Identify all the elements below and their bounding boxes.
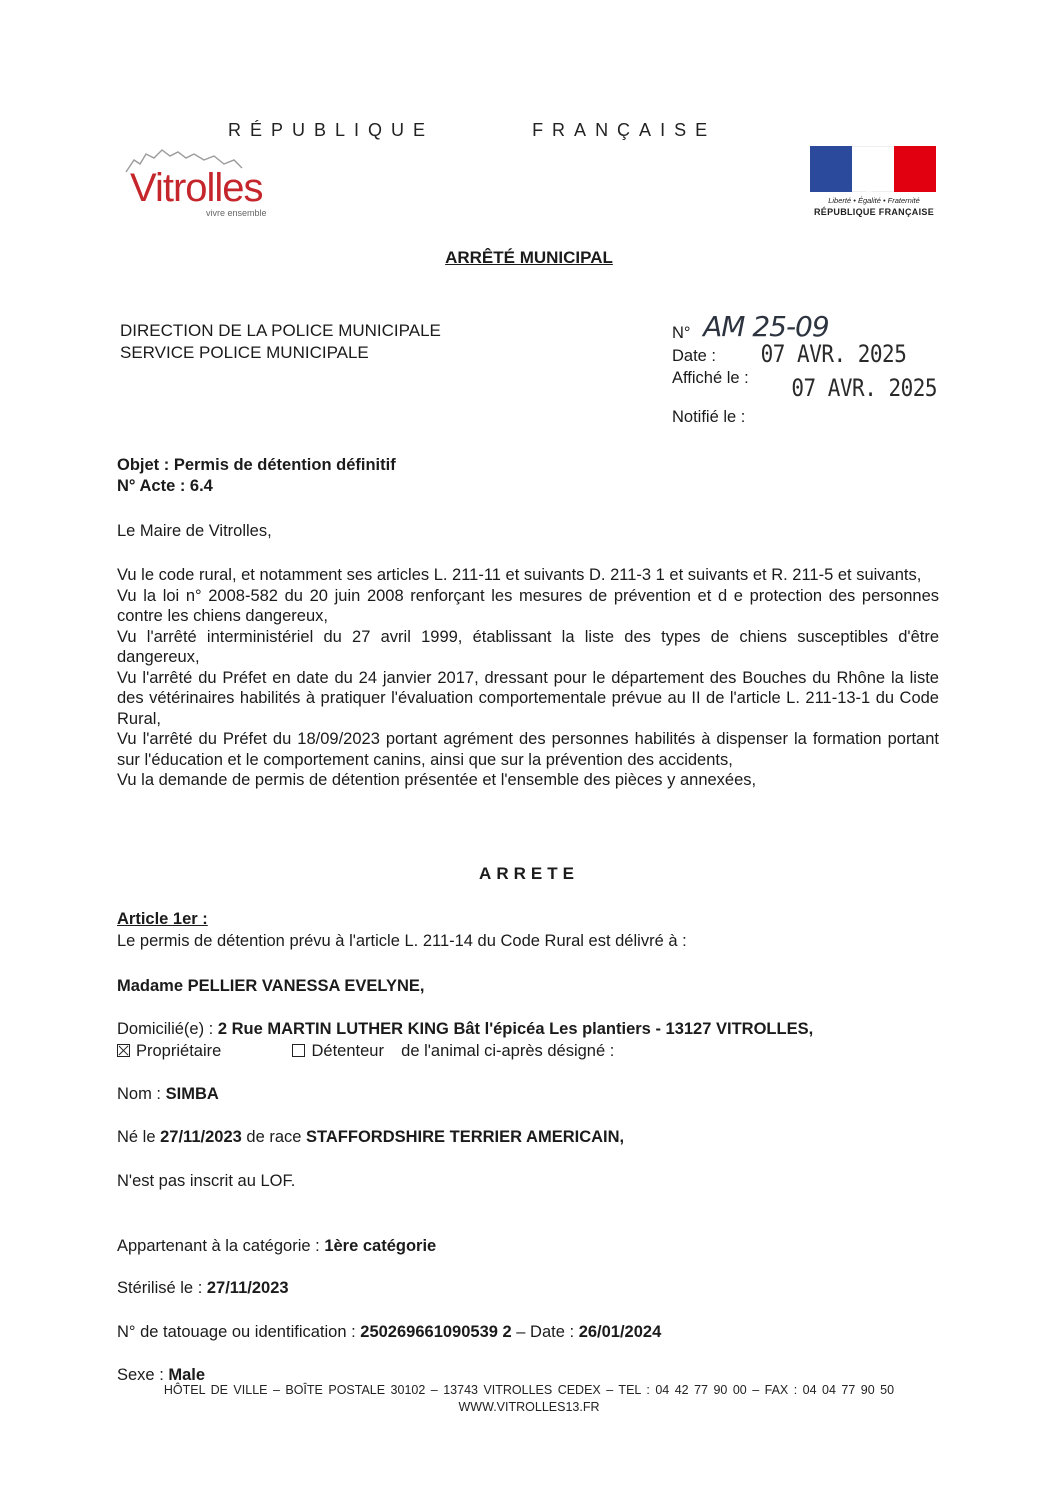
marianne-logo: [808, 146, 938, 224]
categorie-value: 1ère catégorie: [324, 1237, 437, 1255]
domicile-line: [117, 1019, 939, 1040]
maire-line: Le Maire de Vitrolles,: [117, 522, 272, 540]
tatouage-value: 250269661090539 2: [360, 1323, 512, 1341]
numero-label: N°: [672, 324, 691, 342]
numero-value: AM 25-09: [703, 310, 829, 343]
sterilise-value: 27/11/2023: [206, 1279, 289, 1297]
arrete-heading: ARRETE: [479, 864, 579, 883]
article-1-title-text: Article 1er :: [117, 910, 208, 928]
affiche-stamp: 07 AVR. 2025: [791, 374, 938, 402]
republique-left: RÉPUBLIQUE: [228, 120, 435, 140]
footer-website: WWW.VITROLLES13.FR: [458, 1400, 600, 1414]
tatouage-line: [117, 1322, 939, 1343]
republique-francaise-label: RÉPUBLIQUE FRANÇAISE: [813, 207, 934, 217]
objet-block: [117, 455, 396, 497]
marianne-profile-icon: [844, 146, 904, 192]
visa-item: Vu la demande de permis de détention présentée et l'ensemble des pièces y annexées,: [117, 771, 757, 789]
nom-line: [117, 1084, 939, 1105]
vitrolles-tagline: vivre ensemble: [206, 208, 267, 218]
race-label: de race: [246, 1128, 302, 1146]
visa-item: Vu le code rural, et notamment ses articles L. 211-11 et suivants D. 211-3 1 et suivants et R. 211-5 et suivants,: [117, 566, 922, 584]
proprietaire-checkbox: [117, 1044, 130, 1057]
nom-label: Nom :: [117, 1085, 162, 1103]
ne-label: Né le: [117, 1128, 156, 1146]
lof-line: N'est pas inscrit au LOF.: [117, 1172, 296, 1190]
naissance-line: [117, 1127, 939, 1148]
sexe-label: Sexe :: [117, 1366, 164, 1384]
visa-item: Vu la loi n° 2008-582 du 20 juin 2008 renforçant les mesures de prévention et d e protection des personnes contre les chiens dangereux,: [117, 586, 939, 625]
document-title: ARRÊTÉ MUNICIPAL: [445, 248, 613, 267]
page-footer: [0, 1382, 1058, 1416]
date-label: Date :: [672, 347, 717, 365]
objet-line: Objet : Permis de détention définitif: [117, 456, 396, 474]
vitrolles-logo-text: Vitrolles: [130, 166, 263, 210]
republique-right: FRANÇAISE: [532, 120, 717, 140]
sexe-value: Male: [168, 1366, 206, 1384]
checkbox-suffix: de l'animal ci-après désigné :: [401, 1042, 615, 1060]
detenteur-label: Détenteur: [311, 1042, 384, 1060]
owner-name: Madame PELLIER VANESSA EVELYNE,: [117, 977, 425, 995]
direction-line-2: SERVICE POLICE MUNICIPALE: [120, 343, 369, 362]
article-1-intro: Le permis de détention prévu à l'article L. 211-14 du Code Rural est délivré à :: [117, 932, 687, 950]
nom-value: SIMBA: [165, 1085, 219, 1103]
categorie-label: Appartenant à la catégorie :: [117, 1237, 320, 1255]
notifie-row: [672, 408, 745, 427]
date-row: [672, 342, 906, 366]
domicile-value: 2 Rue MARTIN LUTHER KING Bât l'épicéa Les plantiers - 13127 VITROLLES,: [217, 1020, 814, 1038]
categorie-line: [117, 1236, 939, 1257]
visas-block: [117, 565, 939, 791]
ne-date: 27/11/2023: [160, 1128, 242, 1146]
republique-francaise-heading: [228, 120, 716, 141]
footer-address: HÔTEL DE VILLE – BOÎTE POSTALE 30102 – 13743 VITROLLES CEDEX – TEL : 04 42 77 90 00 – FAX : 04 04 77 90 50: [163, 1383, 895, 1397]
notifie-label: Notifié le :: [672, 408, 746, 426]
date-stamp: 07 AVR. 2025: [760, 340, 907, 368]
affiche-row: [672, 364, 938, 402]
visa-item: Vu l'arrêté interministériel du 27 avril 1999, établissant la liste des types de chiens susceptibles d'être dangereux,: [117, 627, 939, 666]
vitrolles-logo: [124, 146, 304, 226]
sterilise-line: [117, 1278, 939, 1299]
domicile-label: Domicilié(e) :: [117, 1020, 214, 1038]
detenteur-checkbox: [292, 1044, 305, 1057]
race-value: STAFFORDSHIRE TERRIER AMERICAIN,: [306, 1128, 625, 1146]
sterilise-label: Stérilisé le :: [117, 1279, 203, 1297]
visa-item: Vu l'arrêté du Préfet du 18/09/2023 portant agrément des personnes habilités à dispenser la formation portant sur l'éducation et le comportement canins, ainsi que sur la prévention des accidents,: [117, 730, 939, 769]
direction-line-1: DIRECTION DE LA POLICE MUNICIPALE: [120, 321, 441, 340]
article-1-title: [117, 910, 208, 929]
direction-block: [120, 320, 441, 364]
visa-item: Vu l'arrêté du Préfet en date du 24 janvier 2017, dressant pour le département des Bouches du Rhône la liste des vétérinaires habilités à pratiquer l'évaluation comportementale prévue au II de l'article L. 211-13-1 du Code Rural,: [117, 668, 939, 728]
tatouage-label: N° de tatouage ou identification :: [117, 1323, 356, 1341]
tatouage-date-value: 26/01/2024: [578, 1323, 662, 1341]
marianne-motto: Liberté • Égalité • Fraternité: [828, 196, 920, 205]
proprietaire-label: Propriétaire: [136, 1042, 222, 1060]
affiche-label: Affiché le :: [672, 369, 749, 387]
tatouage-date-label: – Date :: [516, 1323, 575, 1341]
role-checkboxes: [117, 1041, 939, 1062]
acte-number: N° Acte : 6.4: [117, 477, 213, 495]
